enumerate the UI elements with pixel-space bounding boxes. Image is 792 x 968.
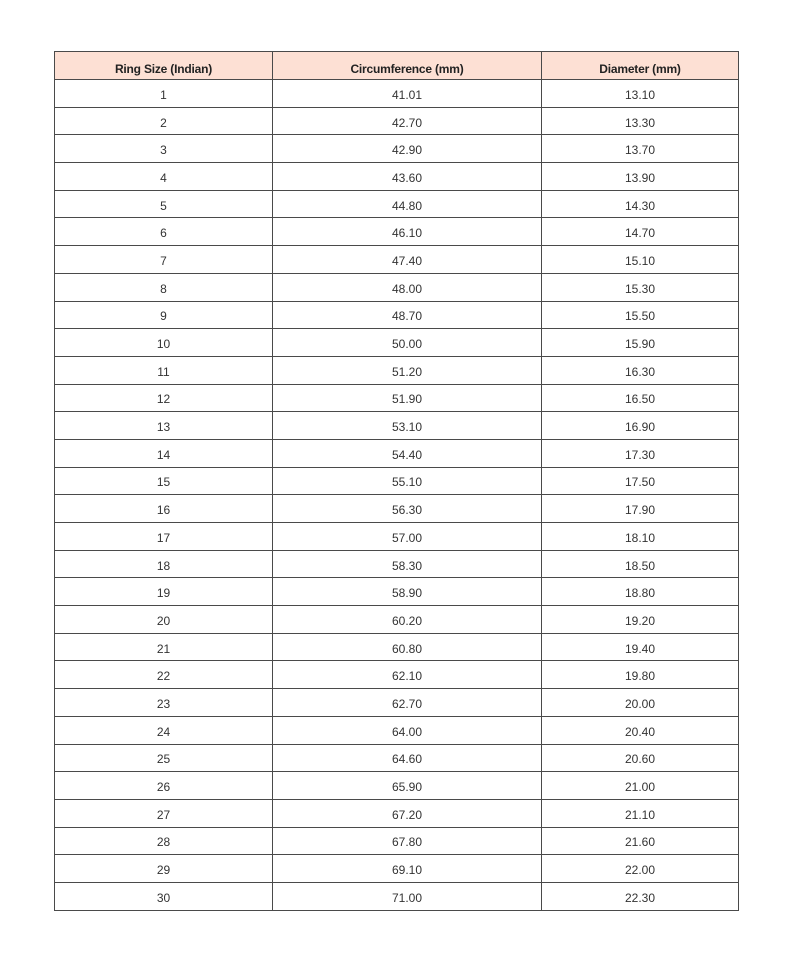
diameter-cell: 14.70	[542, 218, 739, 246]
ring-size-cell: 22	[55, 661, 273, 689]
table-row	[55, 855, 739, 883]
table-row	[55, 467, 739, 495]
diameter-cell: 15.30	[542, 273, 739, 301]
ring-size-cell: 3	[55, 135, 273, 163]
diameter-cell: 17.50	[542, 467, 739, 495]
table-row	[55, 689, 739, 717]
circumference-cell: 58.30	[273, 550, 542, 578]
table-row	[55, 218, 739, 246]
ring-size-cell: 1	[55, 80, 273, 108]
circumference-cell: 50.00	[273, 329, 542, 357]
diameter-cell: 17.30	[542, 439, 739, 467]
ring-size-cell: 29	[55, 855, 273, 883]
table-row	[55, 163, 739, 191]
diameter-cell: 16.30	[542, 356, 739, 384]
circumference-cell: 71.00	[273, 882, 542, 910]
circumference-cell: 69.10	[273, 855, 542, 883]
diameter-cell: 19.40	[542, 633, 739, 661]
ring-size-cell: 4	[55, 163, 273, 191]
diameter-cell: 20.60	[542, 744, 739, 772]
table-row	[55, 273, 739, 301]
ring-size-table	[54, 51, 739, 911]
table-row	[55, 827, 739, 855]
diameter-cell: 22.30	[542, 882, 739, 910]
ring-size-cell: 5	[55, 190, 273, 218]
circumference-cell: 46.10	[273, 218, 542, 246]
ring-size-cell: 21	[55, 633, 273, 661]
table-body	[55, 80, 739, 911]
diameter-cell: 19.20	[542, 606, 739, 634]
table-row	[55, 384, 739, 412]
ring-size-cell: 15	[55, 467, 273, 495]
diameter-cell: 13.90	[542, 163, 739, 191]
table-row	[55, 329, 739, 357]
diameter-cell: 15.10	[542, 246, 739, 274]
table-row	[55, 356, 739, 384]
circumference-cell: 65.90	[273, 772, 542, 800]
header-circumference: Circumference (mm)	[273, 52, 542, 80]
circumference-cell: 55.10	[273, 467, 542, 495]
diameter-cell: 18.50	[542, 550, 739, 578]
circumference-cell: 67.80	[273, 827, 542, 855]
header-diameter: Diameter (mm)	[542, 52, 739, 80]
diameter-cell: 14.30	[542, 190, 739, 218]
ring-size-cell: 16	[55, 495, 273, 523]
diameter-cell: 21.10	[542, 799, 739, 827]
diameter-cell: 20.00	[542, 689, 739, 717]
ring-size-cell: 20	[55, 606, 273, 634]
header-row	[55, 52, 739, 80]
circumference-cell: 47.40	[273, 246, 542, 274]
diameter-cell: 16.90	[542, 412, 739, 440]
ring-size-cell: 7	[55, 246, 273, 274]
circumference-cell: 51.20	[273, 356, 542, 384]
ring-size-cell: 23	[55, 689, 273, 717]
diameter-cell: 20.40	[542, 716, 739, 744]
table-row	[55, 716, 739, 744]
ring-size-cell: 27	[55, 799, 273, 827]
circumference-cell: 41.01	[273, 80, 542, 108]
circumference-cell: 58.90	[273, 578, 542, 606]
circumference-cell: 42.70	[273, 107, 542, 135]
header-ring-size: Ring Size (Indian)	[55, 52, 273, 80]
circumference-cell: 64.00	[273, 716, 542, 744]
diameter-cell: 13.10	[542, 80, 739, 108]
diameter-cell: 21.60	[542, 827, 739, 855]
table-row	[55, 882, 739, 910]
ring-size-cell: 8	[55, 273, 273, 301]
table-row	[55, 633, 739, 661]
circumference-cell: 43.60	[273, 163, 542, 191]
diameter-cell: 17.90	[542, 495, 739, 523]
ring-size-cell: 14	[55, 439, 273, 467]
circumference-cell: 48.70	[273, 301, 542, 329]
table-row	[55, 772, 739, 800]
diameter-cell: 16.50	[542, 384, 739, 412]
table-row	[55, 439, 739, 467]
circumference-cell: 60.80	[273, 633, 542, 661]
table-row	[55, 661, 739, 689]
circumference-cell: 67.20	[273, 799, 542, 827]
diameter-cell: 15.90	[542, 329, 739, 357]
diameter-cell: 13.70	[542, 135, 739, 163]
ring-size-cell: 11	[55, 356, 273, 384]
ring-size-cell: 6	[55, 218, 273, 246]
table-row	[55, 606, 739, 634]
ring-size-cell: 13	[55, 412, 273, 440]
table-row	[55, 246, 739, 274]
table-row	[55, 799, 739, 827]
table-row	[55, 744, 739, 772]
table-header	[55, 52, 739, 80]
ring-size-cell: 24	[55, 716, 273, 744]
diameter-cell: 22.00	[542, 855, 739, 883]
circumference-cell: 64.60	[273, 744, 542, 772]
ring-size-cell: 18	[55, 550, 273, 578]
table-row	[55, 523, 739, 551]
circumference-cell: 48.00	[273, 273, 542, 301]
ring-size-cell: 30	[55, 882, 273, 910]
circumference-cell: 62.70	[273, 689, 542, 717]
diameter-cell: 21.00	[542, 772, 739, 800]
circumference-cell: 53.10	[273, 412, 542, 440]
circumference-cell: 60.20	[273, 606, 542, 634]
ring-size-cell: 9	[55, 301, 273, 329]
ring-size-cell: 10	[55, 329, 273, 357]
table-row	[55, 412, 739, 440]
diameter-cell: 15.50	[542, 301, 739, 329]
table-row	[55, 495, 739, 523]
diameter-cell: 13.30	[542, 107, 739, 135]
ring-size-cell: 19	[55, 578, 273, 606]
ring-size-cell: 2	[55, 107, 273, 135]
table-row	[55, 107, 739, 135]
circumference-cell: 62.10	[273, 661, 542, 689]
diameter-cell: 19.80	[542, 661, 739, 689]
ring-size-cell: 12	[55, 384, 273, 412]
circumference-cell: 56.30	[273, 495, 542, 523]
circumference-cell: 42.90	[273, 135, 542, 163]
table-row	[55, 550, 739, 578]
table-row	[55, 135, 739, 163]
circumference-cell: 54.40	[273, 439, 542, 467]
circumference-cell: 44.80	[273, 190, 542, 218]
ring-size-cell: 25	[55, 744, 273, 772]
table-row	[55, 301, 739, 329]
circumference-cell: 51.90	[273, 384, 542, 412]
diameter-cell: 18.10	[542, 523, 739, 551]
ring-size-cell: 28	[55, 827, 273, 855]
table-row	[55, 190, 739, 218]
table-row	[55, 80, 739, 108]
circumference-cell: 57.00	[273, 523, 542, 551]
table-row	[55, 578, 739, 606]
ring-size-cell: 26	[55, 772, 273, 800]
diameter-cell: 18.80	[542, 578, 739, 606]
ring-size-cell: 17	[55, 523, 273, 551]
